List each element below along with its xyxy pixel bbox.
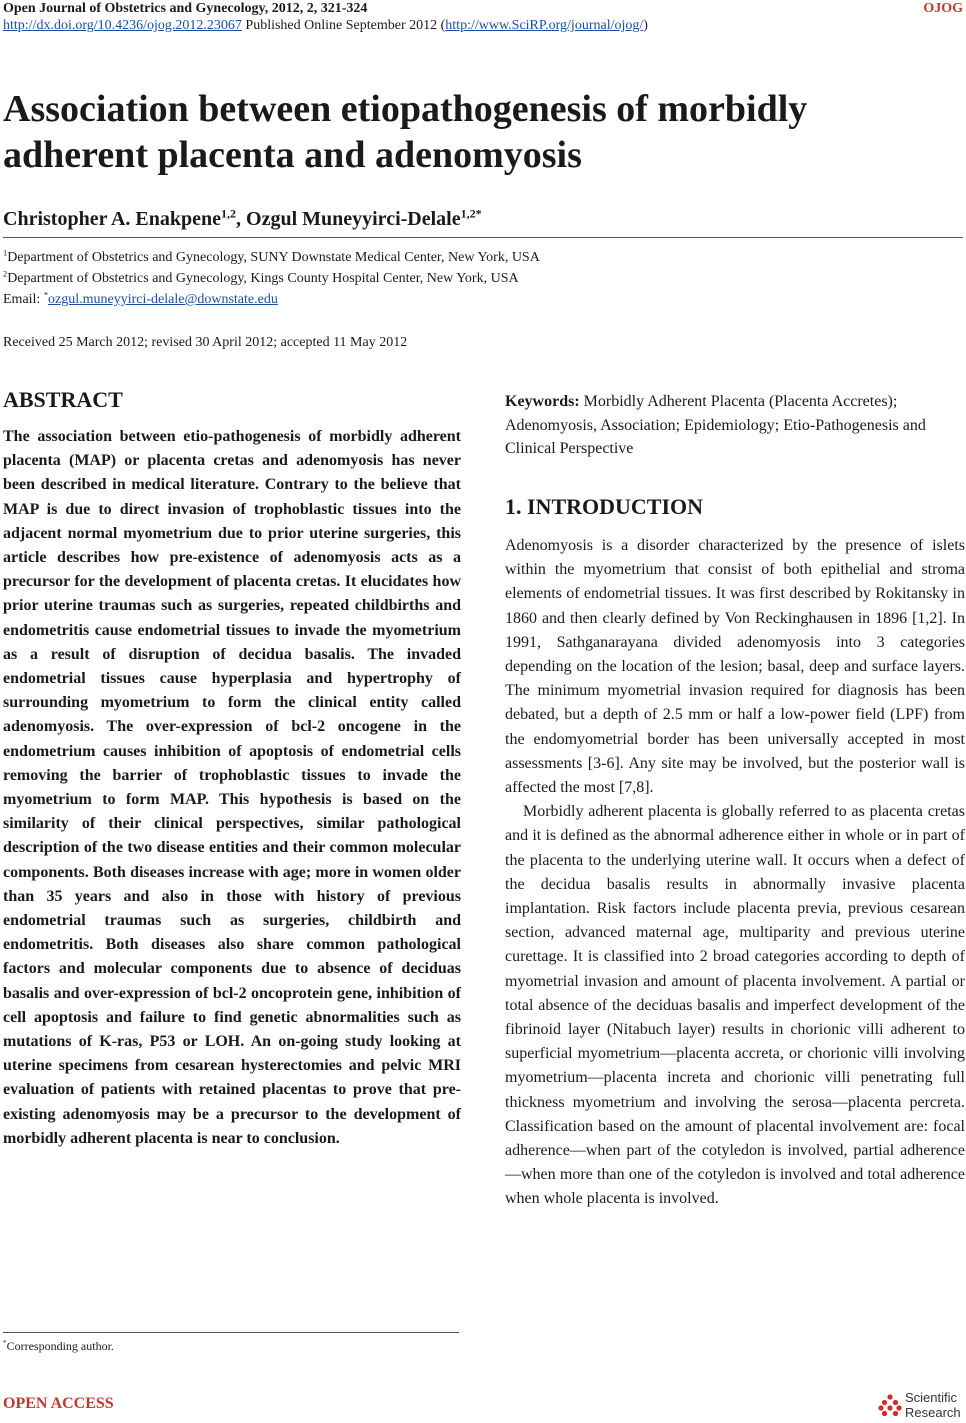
affiliation-2 (3, 269, 519, 289)
open-access-label: OPEN ACCESS (3, 1395, 114, 1412)
author-line (3, 206, 482, 232)
email-label: Email: (3, 292, 44, 307)
publisher-name-line-2: Research (905, 1405, 961, 1420)
title-divider (3, 237, 963, 238)
footnote-marker: * (3, 1339, 7, 1347)
scientific-research-logo-icon (878, 1394, 902, 1418)
received-dates: Received 25 March 2012; revised 30 April 2012; accepted 11 May 2012 (3, 335, 408, 350)
publisher-name (905, 1390, 961, 1420)
author-1-affiliation: 1,2 (221, 206, 237, 221)
abstract-heading: ABSTRACT (3, 387, 123, 412)
journal-citation: Open Journal of Obstetrics and Gynecology, 2012, 2, 321-324 (3, 1, 368, 16)
published-text: Published Online September 2012 ( (241, 18, 446, 33)
affiliation-1-number: 1 (3, 248, 8, 258)
email-link[interactable]: ozgul.muneyyirci-delale@downstate.edu (48, 292, 278, 307)
affiliation-1 (3, 248, 540, 268)
close-paren: ) (643, 18, 648, 33)
footnote (3, 1338, 114, 1354)
affiliation-2-number: 2 (3, 269, 8, 279)
article-title: Association between etiopathogenesis of morbidly adherent placenta and adenomyosis (3, 88, 808, 176)
email-line (3, 290, 278, 310)
publication-line (3, 17, 648, 35)
journal-site-link[interactable]: http://www.SciRP.org/journal/ojog/ (445, 18, 644, 33)
footnote-divider (3, 1332, 459, 1333)
doi-link[interactable]: http://dx.doi.org/10.4236/ojog.2012.23067 (3, 18, 242, 33)
intro-paragraph-1: Adenomyosis is a disorder characterized by the presence of islets within the myometrium that consist of both epithelial and stroma elements of endometrial tissues. It was first described by Rokitansky in 1860 and then clearly defined by Von Reckinghausen in 1896 [1,2]. In 1991, Sathganarayana divided adenomyosis into 3 categories depending on the location of the lesion; basal, deep and surface layers. The minimum myometrial invasion required for diagnosis has been debated, but a depth of 2.5 mm or half a low-power field (LPF) from the endomyometrial border has been universally accepted in most assessments [3-6]. Any site may be involved, but the posterior wall is affected the most [7,8]. (505, 537, 965, 797)
footnote-text: Corresponding author. (6, 1339, 114, 1353)
email-marker: * (43, 290, 49, 300)
author-2: Ozgul Muneyyirci-Delale (246, 208, 461, 230)
keywords-label: Keywords: (505, 393, 580, 410)
keywords (505, 390, 945, 461)
affiliation-1-text: Department of Obstetrics and Gynecology, SUNY Downstate Medical Center, New York, USA (7, 250, 540, 265)
author-separator: , (236, 208, 247, 230)
publisher-logo (878, 1390, 966, 1422)
introduction-body (505, 534, 965, 1212)
affiliation-2-text: Department of Obstetrics and Gynecology, Kings County Hospital Center, New York, USA (7, 271, 519, 286)
introduction-heading: 1. INTRODUCTION (505, 494, 704, 519)
intro-paragraph-2: Morbidly adherent placenta is globally referred to as placenta cretas and it is defined as the abnormal adherence either in whole or in part of the placenta to the underlying uterine wall. It occurs when a defect of the decidua basalis results in abnormally invasive placenta implantation. Risk factors include placenta previa, previous cesarean section, advanced maternal age, multiparity and previous uterine curettage. It is classified into 2 broad categories according to depth of myometrial invasion and amount of placenta involvement. A partial or total absence of the deciduas basalis and imperfect development of the fibrinoid layer (Nitabuch layer) results in chorionic villi adherent to superficial myometrium—placenta accreta, or chorionic villi involving myometrium—placenta increta and chorionic villi penetrating full thickness myometrium and involving the serosa—placenta percreta. Classification based on the amount of placental involvement are: focal adherence—when part of the cotyledon is involved, partial adherence—when more than one of the cotyledon is involved and total adherence when whole placenta is involved. (505, 803, 965, 1208)
keywords-text: Morbidly Adherent Placenta (Placenta Accretes); Adenomyosis, Association; Epidemiology; Etio-Pathogenesis and Clinical Perspective (505, 393, 926, 457)
abstract-body: The association between etio-pathogenesis of morbidly adherent placenta (MAP) or placenta cretas and adenomyosis has never been described in medical literature. Contrary to the believe that MAP is due to direct invasion of trophoblastic tissues into the adjacent normal myometrium due to prior uterine surgeries, this article describes how pre-existence of adenomyosis acts as a precursor for the development of placenta cretas. It elucidates how prior uterine traumas such as surgeries, repeated childbirths and endometritis cause endometrial tissues to invade the myometrium as a result of disruption of decidua basalis. The invaded endometrial tissues cause hyperplasia and hypertrophy of surrounding myometrium to form the clinical entity called adenomyosis. The over-expression of bcl-2 oncogene in the endometrium causes inhibition of apoptosis of endometrial cells removing the barrier of trophoblastic tissues to invade the myometrium to form MAP. This hypothesis is based on the similarity of their clinical perspectives, similar pathological description of the two disease entities and their common molecular components. Both diseases increase with age; more in women older than 35 years and also in those with history of previous endometrial traumas such as surgeries, childbirth and endometritis. Both diseases also share common pathological factors and molecular components due to absence of deciduas basalis and over-expression of bcl-2 oncoprotein gene, inhibition of cell apoptosis and failure to find genetic abnormalities such as mutations of K-ras, P53 or LOH. An on-going study looking at uterine specimens from cesarean hysterectomies and pelvic MRI evaluation of patients with retained placentas to prove that pre-existing adenomyosis may be a precursor to the development of morbidly adherent placenta is near to conclusion. (3, 428, 461, 1147)
publisher-name-line-1: Scientific (905, 1390, 958, 1405)
journal-abbreviation: OJOG (923, 1, 963, 16)
author-2-affiliation: 1,2* (460, 206, 482, 221)
author-1: Christopher A. Enakpene (3, 208, 222, 230)
